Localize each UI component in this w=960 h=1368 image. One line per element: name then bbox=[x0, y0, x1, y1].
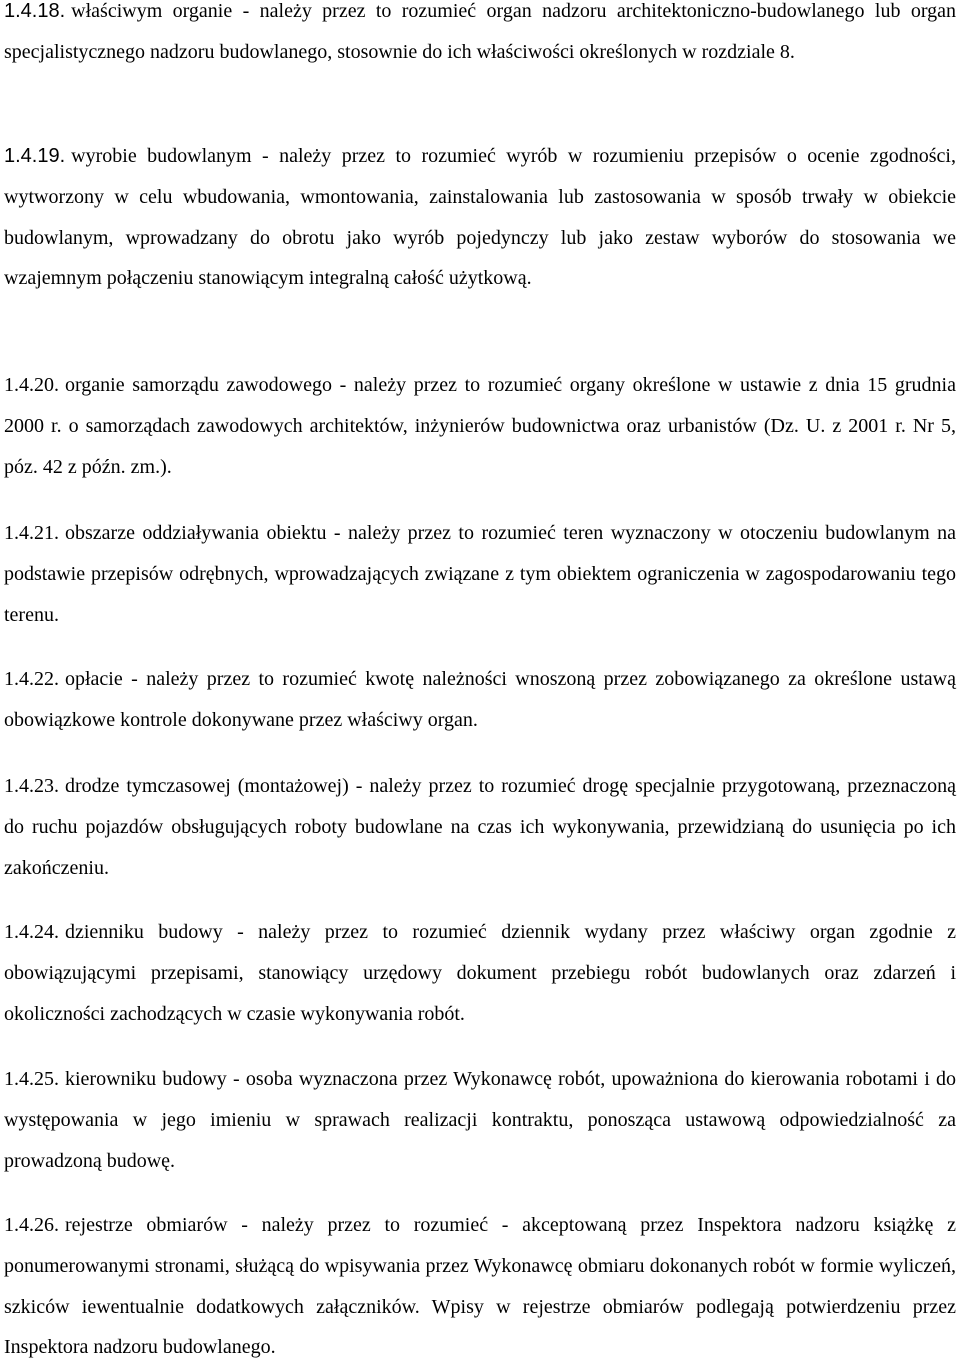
definition-text: rejestrze obmiarów - należy przez to rozumieć - akceptowaną przez Inspektora nadzoru książkę z ponumerowanymi stronami, służącą do wpisywania przez Wykonawcę obmiaru dokonanych robót w formie wyliczeń, szkiców iewentualnie dodatkowych załączników. Wpisy w rejestrze obmiarów podlegają potwierdzeniu przez Inspektora nadzoru budowlanego. bbox=[4, 1214, 956, 1359]
definition-number: 1.4.20. bbox=[4, 374, 59, 396]
definition-text: obszarze oddziaływania obiektu - należy przez to rozumieć teren wyznaczony w otoczeniu budowlanym na podstawie przepisów odrębnych, wprowadzających związane z tym obiektem ograniczenia w zagospodarowaniu tego terenu. bbox=[4, 522, 956, 626]
definition-text: organie samorządu zawodowego - należy przez to rozumieć organy określone w ustawie z dnia 15 grudnia 2000 r. o samorządach zawodowych architektów, inżynierów budownictwa oraz urbanistów (Dz. U. z 2001 r. Nr 5, póz. 42 z późn. zm.). bbox=[4, 374, 956, 478]
definition-text: dzienniku budowy - należy przez to rozumieć dziennik wydany przez właściwy organ zgodnie z obowiązującymi przepisami, stanowiący urzędowy dokument przebiegu robót budowlanych oraz zdarzeń i okoliczności zachodzących w czasie wykonywania robót. bbox=[4, 921, 956, 1025]
definition-1-4-19 bbox=[4, 136, 956, 299]
definition-number: 1.4.22. bbox=[4, 668, 59, 690]
definition-1-4-26 bbox=[4, 1205, 956, 1368]
definition-text: właściwym organie - należy przez to rozumieć organ nadzoru architektoniczno-budowlanego lub organ specjalistycznego nadzoru budowlanego, stosownie do ich właściwości określonych w rozdziale 8. bbox=[4, 0, 956, 63]
definition-1-4-18 bbox=[4, 0, 956, 73]
definition-1-4-22 bbox=[4, 659, 956, 741]
definition-number: 1.4.25. bbox=[4, 1068, 59, 1090]
definition-number: 1.4.23. bbox=[4, 775, 59, 797]
definition-text: wyrobie budowlanym - należy przez to rozumieć wyrób w rozumieniu przepisów o ocenie zgodności, wytworzony w celu wbudowania, wmontowania, zainstalowania lub zastosowania w sposób trwały w obiekcie budowlanym, wprowadzany do obrotu jako wyrób pojedynczy lub jako zestaw wyborów do stosowania we wzajemnym połączeniu stanowiącym integralną całość użytkową. bbox=[4, 145, 956, 290]
definition-number: 1.4.24. bbox=[4, 921, 59, 943]
definition-number: 1.4.18. bbox=[4, 0, 66, 22]
definition-1-4-21 bbox=[4, 513, 956, 635]
definition-number: 1.4.21. bbox=[4, 522, 59, 544]
definition-1-4-24 bbox=[4, 912, 956, 1034]
definition-1-4-23 bbox=[4, 766, 956, 888]
definition-text: kierowniku budowy - osoba wyznaczona przez Wykonawcę robót, upoważniona do kierowania robotami i do występowania w jego imieniu w sprawach realizacji kontraktu, ponosząca ustawową odpowiedzialność za prowadzoną budowę. bbox=[4, 1068, 956, 1172]
definition-text: drodze tymczasowej (montażowej) - należy przez to rozumieć drogę specjalnie przygotowaną, przeznaczoną do ruchu pojazdów obsługujących roboty budowlane na czas ich wykonywania, przewidzianą do usunięcia po ich zakończeniu. bbox=[4, 775, 956, 879]
definition-1-4-25 bbox=[4, 1059, 956, 1181]
definition-number: 1.4.26. bbox=[4, 1214, 59, 1236]
definition-text: opłacie - należy przez to rozumieć kwotę należności wnoszoną przez zobowiązanego za określone ustawą obowiązkowe kontrole dokonywane przez właściwy organ. bbox=[4, 668, 956, 731]
definition-1-4-20 bbox=[4, 365, 956, 487]
definition-number: 1.4.19. bbox=[4, 145, 66, 167]
